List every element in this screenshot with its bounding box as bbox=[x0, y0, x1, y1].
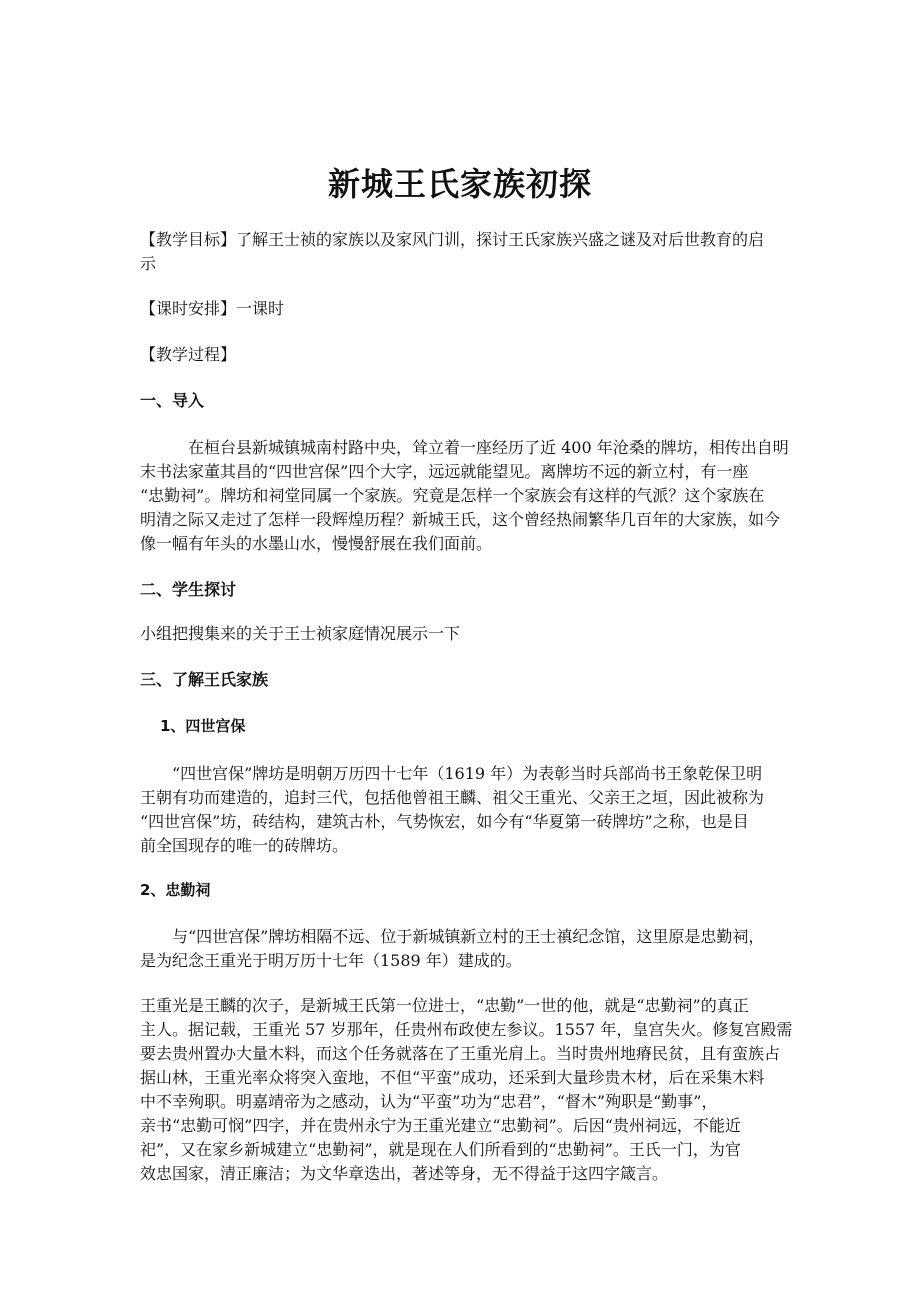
page-title: 新城王氏家族初探 bbox=[327, 165, 592, 203]
paragraph-line: “四世宫保”牌坊是明朝万历四十七年（1619 年）为表彰当时兵部尚书王象乾保卫明 bbox=[140, 764, 763, 783]
paragraph-line: 祀”，又在家乡新城建立“忠勤祠”，就是现在人们所看到的“忠勤祠”。王氏一门，为官 bbox=[140, 1140, 741, 1159]
subsection-2-paragraph-2 bbox=[140, 994, 793, 1186]
paragraph-line: 王重光是王麟的次子，是新城王氏第一位进士，“忠勤”一世的他，就是“忠勤祠”的真正 bbox=[140, 996, 749, 1015]
paragraph-line: 王朝有功而建造的，追封三代，包括他曾祖王麟、祖父王重光、父亲王之垣，因此被称为 bbox=[140, 788, 765, 807]
teaching-process-label: 【教学过程】 bbox=[140, 345, 237, 364]
section-1-heading: 一、导入 bbox=[140, 391, 205, 410]
paragraph-line: 据山林，王重光率众将突入蛮地，不但“平蛮”成功，还采到大量珍贵木材，后在采集木料 bbox=[140, 1068, 765, 1087]
subsection-1-heading: 1、四世宫保 bbox=[160, 717, 246, 735]
subsection-1-paragraph bbox=[140, 762, 782, 858]
teaching-objective bbox=[140, 228, 782, 276]
paragraph-line: 效忠国家，清正廉洁；为文华章迭出，著述等身，无不得益于这四字箴言。 bbox=[140, 1164, 669, 1183]
paragraph-line: “忠勤祠”。牌坊和祠堂同属一个家族。究竟是怎样一个家族会有这样的气派？这个家族在 bbox=[140, 486, 765, 505]
section-3-heading: 三、了解王氏家族 bbox=[140, 670, 269, 689]
paragraph-line: 亲书“忠勤可悯”四字，并在贵州永宁为王重光建立“忠勤祠”。后因“贵州祠远，不能近 bbox=[140, 1116, 741, 1135]
paragraph-line: 中不幸殉职。明嘉靖帝为之感动，认为“平蛮”功为“忠君”，“督木”殉职是“勤事”， bbox=[140, 1092, 718, 1111]
paragraph-line: 主人。据记载，王重光 57 岁那年，任贵州布政使左参议。1557 年，皇宫失火。修复宫殿需 bbox=[140, 1020, 793, 1039]
section-2-heading: 二、学生探讨 bbox=[140, 580, 237, 599]
objective-line-1: 【教学目标】了解王士祯的家族以及家风门训，探讨王氏家族兴盛之谜及对后世教育的启 bbox=[140, 230, 765, 249]
paragraph-line: 要去贵州置办大量木料，而这个任务就落在了王重光肩上。当时贵州地瘠民贫，且有蛮族占 bbox=[140, 1044, 781, 1063]
paragraph-line: 在桓台县新城镇城南村路中央，耸立着一座经历了近 400 年沧桑的牌坊，相传出自明 bbox=[140, 438, 789, 457]
paragraph-line: 末书法家董其昌的“四世宫保”四个大字，远远就能望见。离牌坊不远的新立村，有一座 bbox=[140, 462, 749, 481]
paragraph-line: 像一幅有年头的水墨山水，慢慢舒展在我们面前。 bbox=[140, 534, 493, 553]
section-1-paragraph bbox=[140, 436, 789, 556]
objective-line-2: 示 bbox=[140, 254, 157, 273]
paragraph-line: 是为纪念王重光于明万历十七年（1589 年）建成的。 bbox=[140, 951, 522, 970]
class-schedule: 【课时安排】一课时 bbox=[140, 299, 285, 318]
paragraph-line: “四世宫保”坊，砖结构，建筑古朴，气势恢宏，如今有“华夏第一砖牌坊”之称，也是目 bbox=[140, 812, 749, 831]
paragraph-line: 前全国现存的唯一的砖牌坊。 bbox=[140, 836, 349, 855]
paragraph-line: 明清之际又走过了怎样一段辉煌历程？新城王氏，这个曾经热闹繁华几百年的大家族，如今 bbox=[140, 510, 781, 529]
paragraph-line: 与“四世宫保”牌坊相隔不远、位于新城镇新立村的王士禛纪念馆，这里原是忠勤祠， bbox=[140, 927, 765, 946]
subsection-2-paragraph-1 bbox=[140, 925, 782, 973]
subsection-2-heading: 2、忠勤祠 bbox=[140, 881, 211, 899]
section-2-text: 小组把搜集来的关于王士祯家庭情况展示一下 bbox=[140, 624, 461, 643]
